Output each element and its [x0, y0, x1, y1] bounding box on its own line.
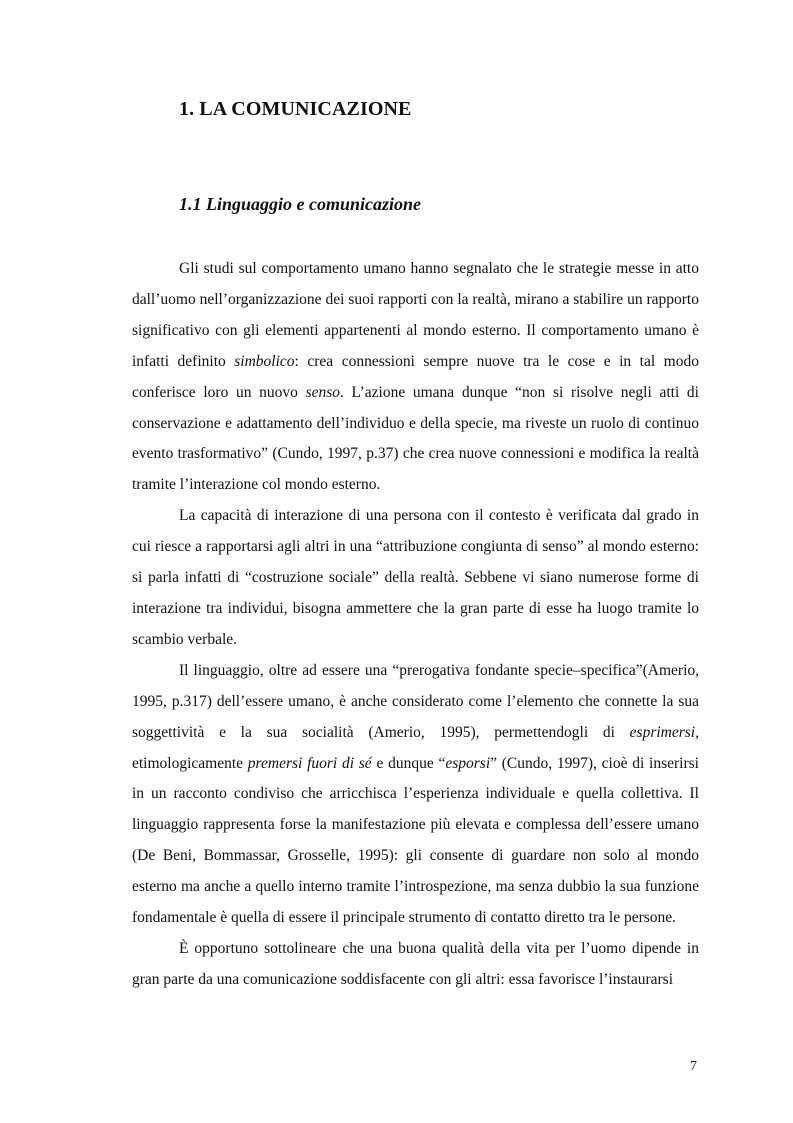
paragraph-3-text-3: e dunque “ — [371, 754, 446, 772]
paragraph-3-text-1: Il linguaggio, oltre ad essere una “prerogativa fondante specie–specifica”(Amerio, 1995, p.317) dell’essere umano, è anche considerato come l’elemento che connette la sua soggettività e la sua socialità (Amerio, 1995), permettendogli di — [132, 661, 699, 741]
paragraph-1-emphasis-2: senso — [305, 383, 341, 401]
paragraph-2: La capacità di interazione di una persona con il contesto è verificata dal grado in cui riesce a rapportarsi agli altri in una “attribuzione congiunta di senso” al mondo esterno: si parla infatti di “costruzione sociale” della realtà. Sebbene vi siano numerose forme di interazione tra individui, bisogna ammettere che la gran parte di esse ha luogo tramite lo scambio verbale. — [132, 507, 699, 648]
paragraph-3-emphasis-1: esprimersi — [629, 723, 696, 741]
page-number: 7 — [690, 1059, 697, 1074]
paragraph-1-text-1: Gli studi sul comportamento umano hanno segnalato che le strategie messe in atto dall’uomo nell’organizzazione dei suoi rapporti con la realtà, mirano a stabilire un rapporto significativo con gli elementi appartenenti al mondo esterno. Il comportamento umano è infatti definito — [132, 260, 699, 370]
body-text — [132, 254, 699, 996]
paragraph-3-emphasis-3: esporsi — [445, 754, 491, 772]
section-title: 1.1 Linguaggio e comunicazione — [179, 194, 422, 214]
paragraph-3-text-4: ” (Cundo, 1997), cioè di inserirsi in un racconto condiviso che arricchisca l’esperienza individuale e quella collettiva. Il linguaggio rappresenta forse la manifestazione più elevata e complessa dell’essere umano (De Beni, Bommassar, Grosselle, 1995): gli consente di guardare non solo al mondo esterno ma anche a quello interno tramite l’introspezione, ma senza dubbio la sua funzione fondamentale è quella di essere il principale strumento di contatto diretto tra le persone. — [132, 754, 699, 927]
paragraph-1-text-3: . L’azione umana dunque “non si risolve negli atti di conservazione e adattamento dell’individuo e della specie, ma riveste un ruolo di continuo evento trasformativo” (Cundo, 1997, p.37) che crea nuove connessioni e modifica la realtà tramite l’interazione col mondo esterno. — [132, 383, 699, 494]
paragraph-4: È opportuno sottolineare che una buona qualità della vita per l’uomo dipende in gran parte da una comunicazione soddisfacente con gli altri: essa favorisce l’instaurarsi — [132, 939, 699, 988]
chapter-title: 1. LA COMUNICAZIONE — [179, 98, 412, 120]
paragraph-3-text-2: , etimologicamente — [132, 723, 699, 772]
paragraph-3-emphasis-2: premersi fuori di sé — [247, 754, 372, 772]
paragraph-1-text-2: : crea connessioni sempre nuove tra le cose e in tal modo conferisce loro un nuovo — [132, 352, 699, 401]
paragraph-3 — [132, 656, 699, 934]
paragraph-1-emphasis-1: simbolico — [234, 352, 295, 370]
paragraph-1 — [132, 254, 699, 501]
